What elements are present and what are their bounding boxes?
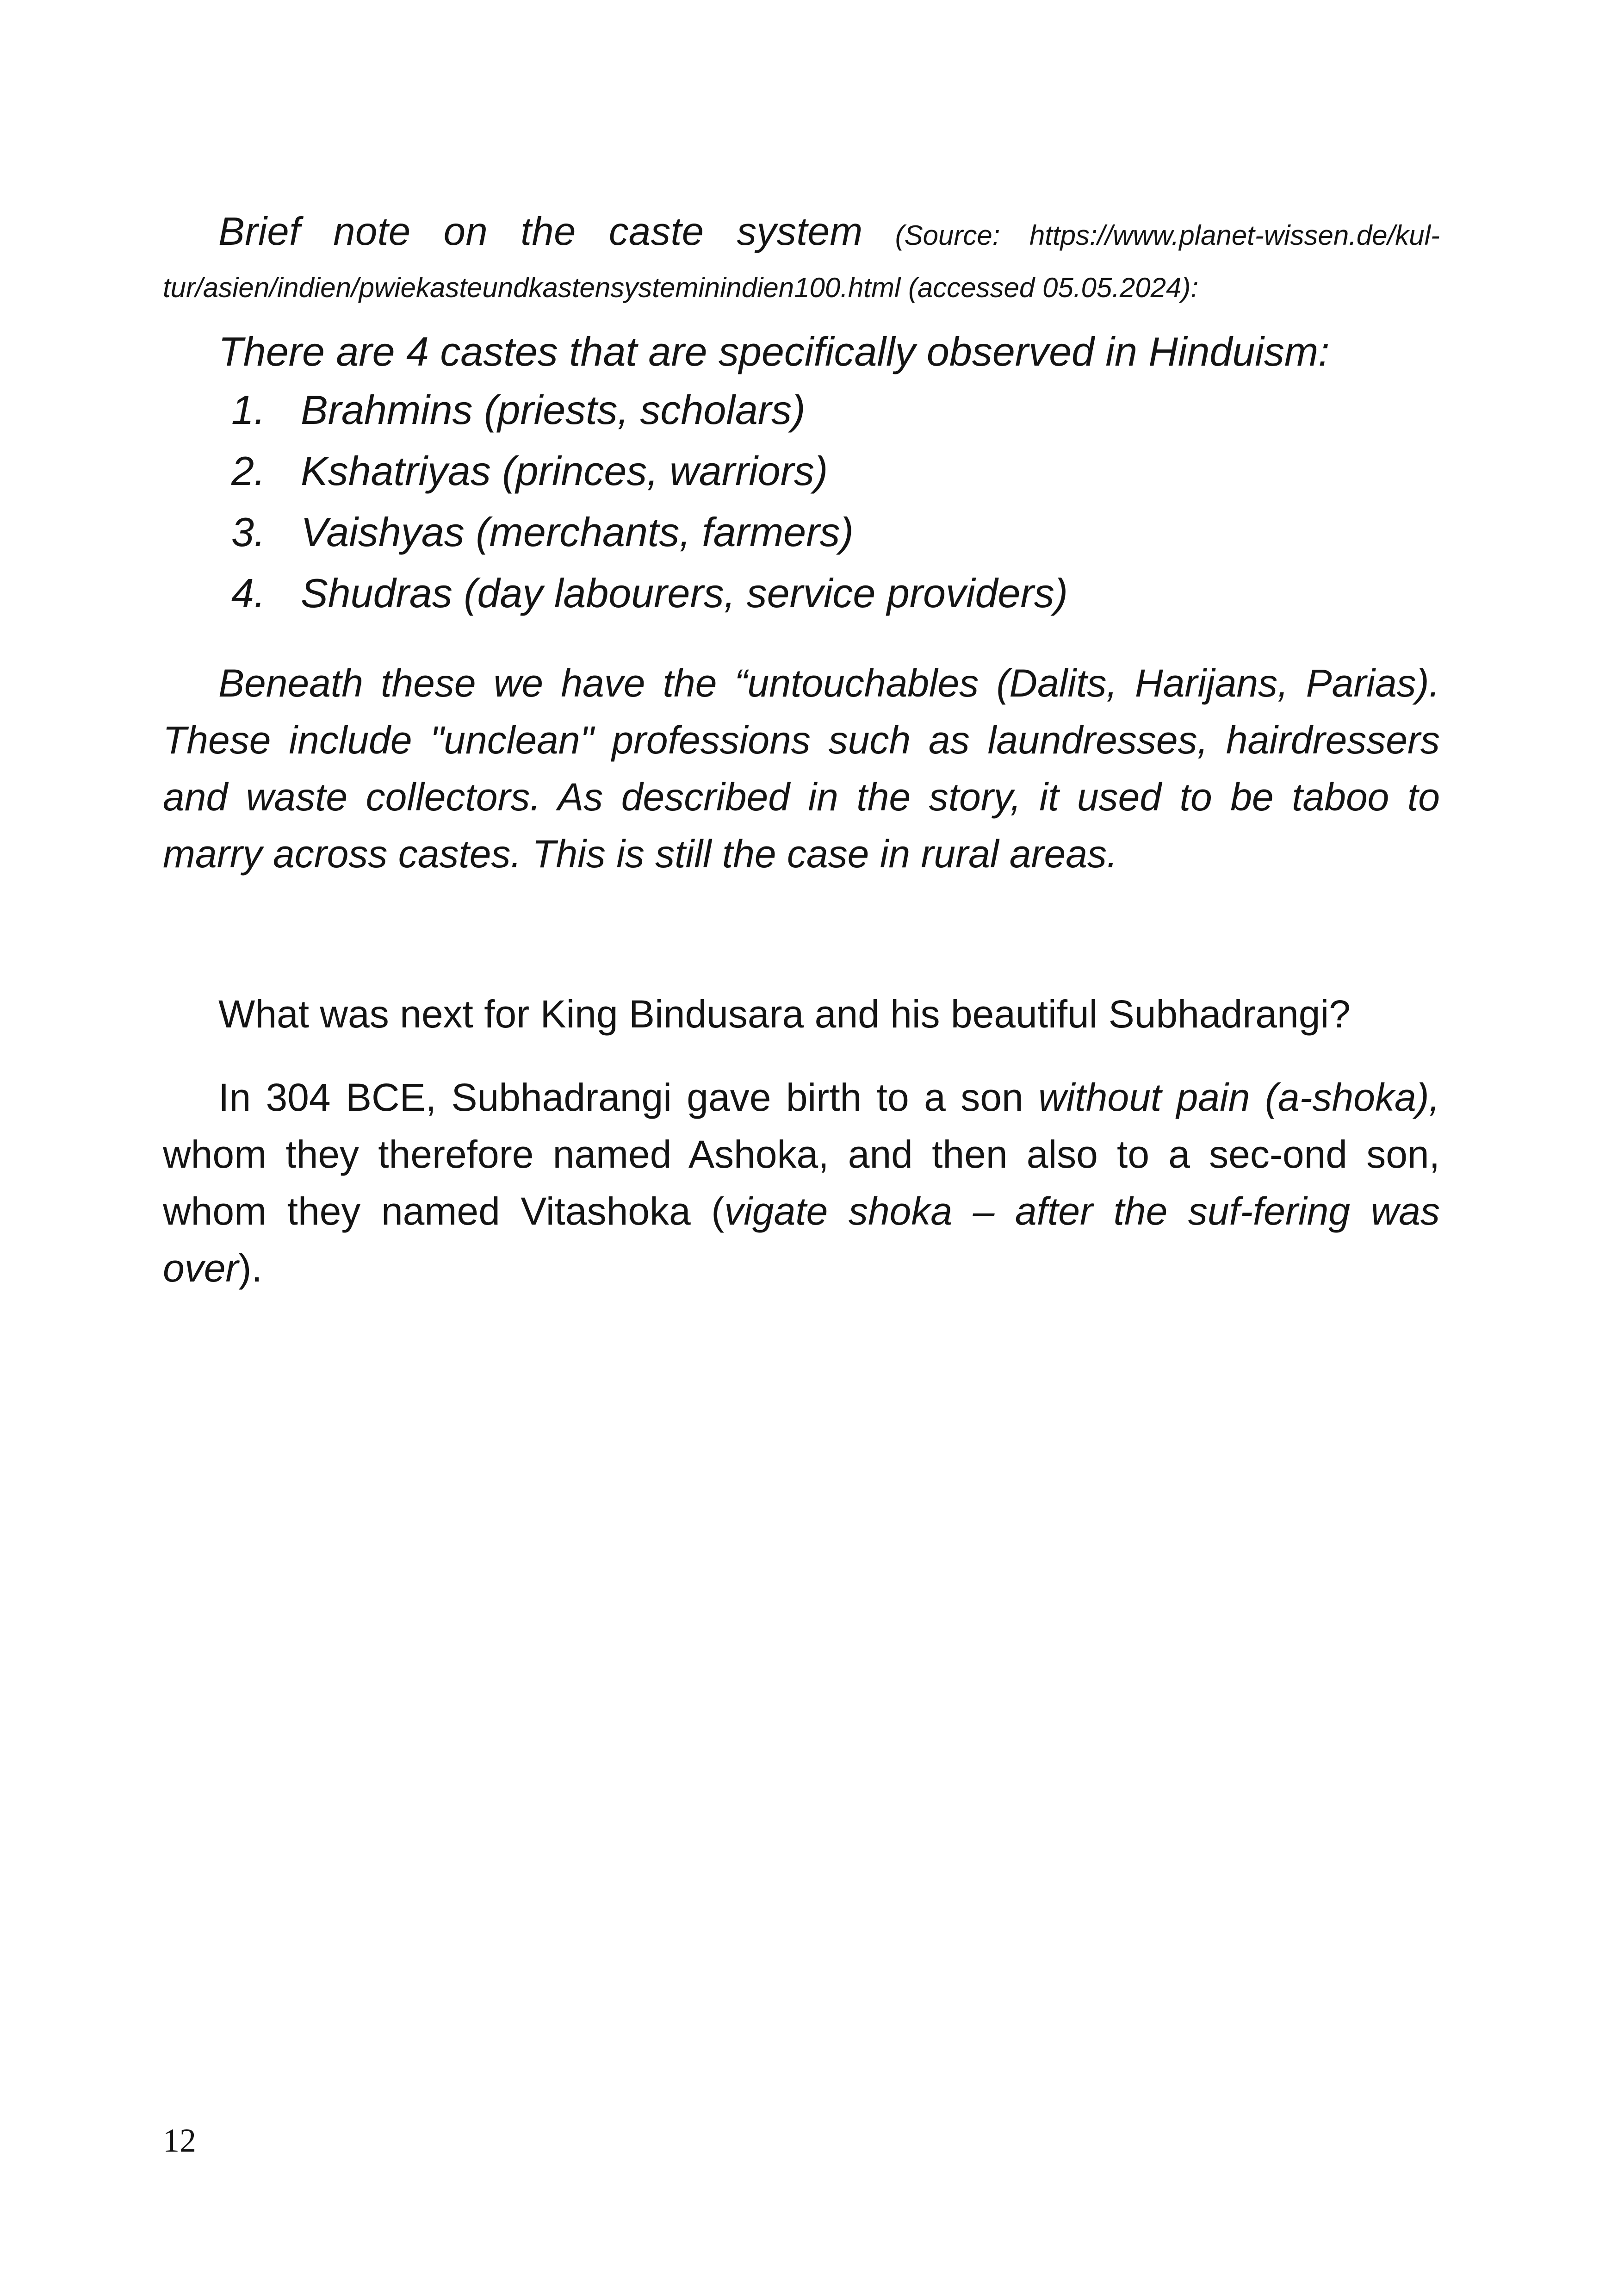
castes-intro-block bbox=[163, 322, 1440, 382]
page-number: 12 bbox=[163, 2122, 196, 2159]
caste-note-heading: Brief note on the caste system bbox=[218, 210, 863, 254]
caste-note-paragraph bbox=[163, 207, 1440, 312]
question-paragraph: What was next for King Bindusara and his beautiful Subhadrangi? bbox=[218, 992, 1351, 1036]
list-item-text: Kshatriyas (princes, warriors) bbox=[301, 448, 828, 494]
caste-note-text bbox=[163, 207, 1440, 312]
list-item-text: Brahmins (priests, scholars) bbox=[301, 387, 806, 433]
list-item-number: 4. bbox=[231, 570, 266, 616]
birth-text-part3: ). bbox=[238, 1246, 262, 1290]
birth-paragraph-block bbox=[163, 1069, 1440, 1297]
caste-note-source: (Source: https://www.planet-wissen.de/kul-tur/asien/indien/pwiekasteundkastensysteminindien100.html (accessed 05.05.2024): bbox=[163, 220, 1440, 303]
untouchables-paragraph-block bbox=[163, 655, 1440, 883]
list-item-number: 2. bbox=[231, 448, 266, 494]
birth-paragraph bbox=[163, 1069, 1440, 1297]
birth-text-italic2: vigate shoka – after the suf-fering was over bbox=[163, 1189, 1440, 1290]
list-item-number: 3. bbox=[231, 509, 266, 555]
question-paragraph-block bbox=[163, 986, 1440, 1043]
birth-text-part2: whom they therefore named Ashoka, and then also to a sec-ond son, whom they named Vitashoka ( bbox=[163, 1132, 1440, 1233]
list-item-number: 1. bbox=[231, 387, 266, 433]
list-item-text: Vaishyas (merchants, farmers) bbox=[301, 509, 854, 555]
untouchables-paragraph: Beneath these we have the “untouchables (Dalits, Harijans, Parias). These include "unclean" professions such as laundresses, hairdressers and waste collectors. As described in the story, it used to be taboo to marry across castes. This is still the case in rural areas. bbox=[163, 661, 1440, 876]
list-item bbox=[231, 563, 1068, 624]
castes-intro-text: There are 4 castes that are specifically observed in Hinduism: bbox=[218, 329, 1330, 374]
birth-text-italic1: without pain (a-shoka), bbox=[1038, 1076, 1440, 1119]
birth-text-part1: In 304 BCE, Subhadrangi gave birth to a son bbox=[218, 1076, 1039, 1119]
caste-list bbox=[231, 380, 1068, 624]
list-item bbox=[231, 380, 1068, 441]
list-item bbox=[231, 441, 1068, 502]
list-item bbox=[231, 502, 1068, 563]
list-item-text: Shudras (day labourers, service providers) bbox=[301, 570, 1068, 616]
